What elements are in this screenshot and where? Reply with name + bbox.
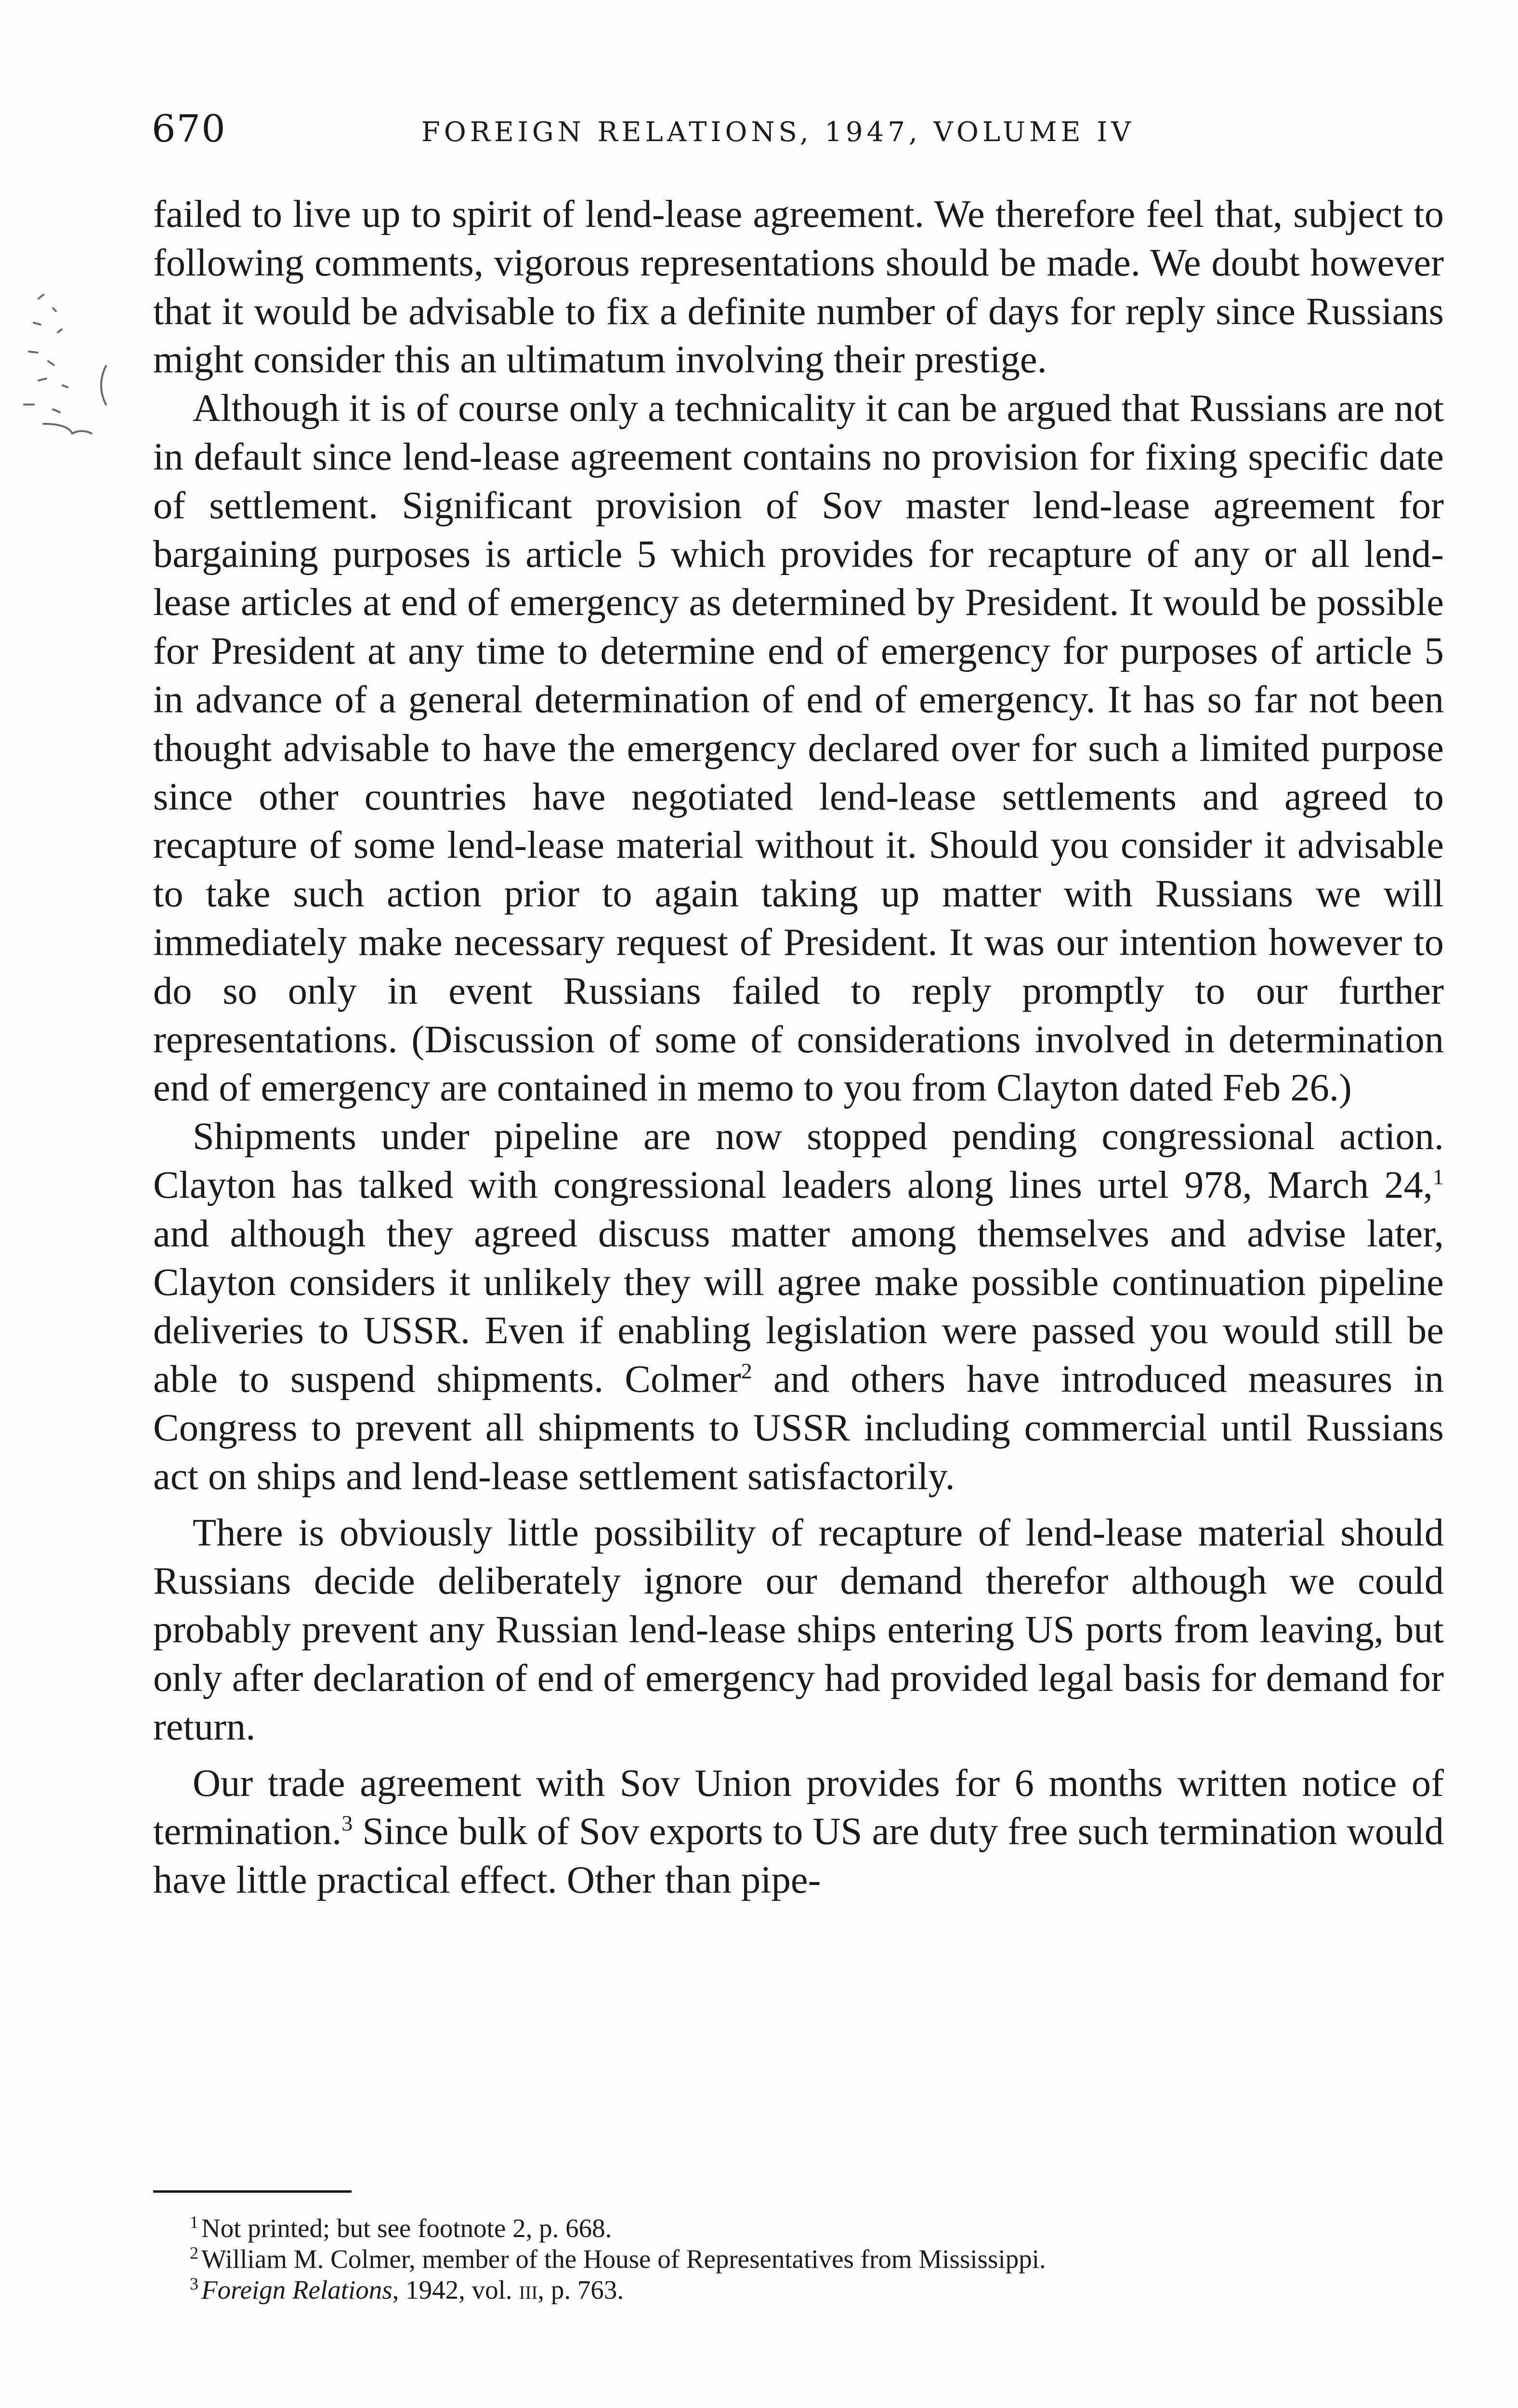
paragraph-1: failed to live up to spirit of lend-lease agreement. We therefore feel that, subject to following comments, vigorous representations should be made. We doubt however that it would be advisable to fix a definite number of days for reply since Russians might consider this an ultimatum involving their prestige.	[153, 193, 1444, 381]
paragraph-4: There is obviously little possibility of recapture of lend-lease material should Russians decide deliberately ignore our demand therefor although we could probably prevent any Russian lend-lease ships entering US ports from leaving, but only after declaration of end of emergency had provided legal basis for demand for return.	[153, 1511, 1444, 1748]
footnote-divider	[153, 2190, 352, 2193]
footnote-citation-detail: , 1942, vol.	[392, 2275, 519, 2304]
footnote-ref-1: 1	[1433, 1165, 1444, 1190]
paragraph-2: Although it is of course only a technicality it can be argued that Russians are not in default since lend-lease agreement contains no provision for fixing specific date of settlement. Significant provision of Sov master lend-lease agreement for bargaining purposes is article 5 which provides for recapture of any or all lend-lease articles at end of emergency as determined by President. It would be possible for President at any time to determine end of emergency for purposes of article 5 in advance of a general determination of end of emergency. It has so far not been thought advisable to have the emergency declared over for such a limited purpose since other countries have negotiated lend-lease settlements and agreed to recapture of some lend-lease material without it. Should you consider it advisable to take such action prior to again taking up matter with Russians we will immediately make necessary request of President. It was our intention however to do so only in event Russians failed to reply promptly to our further representations. (Discussion of some of considerations involved in determination end of emergency are contained in memo to you from Clayton dated Feb 26.)	[153, 387, 1444, 1110]
footnote-text: William M. Colmer, member of the House of Representatives from Mississippi.	[201, 2244, 1046, 2274]
page-header	[152, 105, 1442, 158]
paragraph-5-text-a: Our trade agreement with Sov Union provides for 6 months written notice of termination.	[153, 1761, 1444, 1853]
footnote-mark: 1	[190, 2212, 198, 2232]
footnote-mark: 2	[190, 2243, 198, 2263]
footnote-2	[190, 2244, 1442, 2275]
paragraph-3-text-c: and others have introduced measures in Congress to prevent all shipments to USSR including commercial until Russians act on ships and lend-lease settlement satisfactorily.	[153, 1358, 1444, 1498]
footnotes	[190, 2213, 1442, 2305]
footnote-mark: 3	[190, 2274, 198, 2293]
footnote-ref-2: 2	[741, 1359, 752, 1384]
paragraph-5	[153, 1759, 1444, 1905]
footnote-citation-title: Foreign Relations	[201, 2275, 393, 2304]
footnote-citation-volume: iii	[519, 2275, 538, 2304]
paragraph-3	[153, 1112, 1444, 1501]
footnote-3	[190, 2275, 1442, 2305]
paragraph-3-text-b: and although they agreed discuss matter among themselves and advise later, Clayton considers it unlikely they will agree make possible continuation pipeline deliveries to USSR. Even if enabling legislation were passed you would still be able to suspend shipments. Colmer	[153, 1212, 1444, 1401]
footnote-citation-page: , p. 763.	[537, 2275, 624, 2304]
margin-annotation-marks	[10, 289, 120, 462]
page-number: 670	[152, 107, 226, 151]
paragraph-5-text-b: Since bulk of Sov exports to US are duty free such termination would have little practical effect. Other than pipe-	[153, 1810, 1444, 1902]
running-title: FOREIGN RELATIONS, 1947, VOLUME IV	[421, 117, 1135, 148]
footnote-ref-3: 3	[341, 1811, 353, 1836]
paragraph-3-text-a: Shipments under pipeline are now stopped pending congressional action. Clayton has talked with congressional leaders along lines urtel 978, March 24,	[153, 1115, 1444, 1206]
body-text	[153, 190, 1444, 1905]
footnote-text: Not printed; but see footnote 2, p. 668.	[201, 2213, 612, 2243]
footnote-1	[190, 2213, 1442, 2244]
